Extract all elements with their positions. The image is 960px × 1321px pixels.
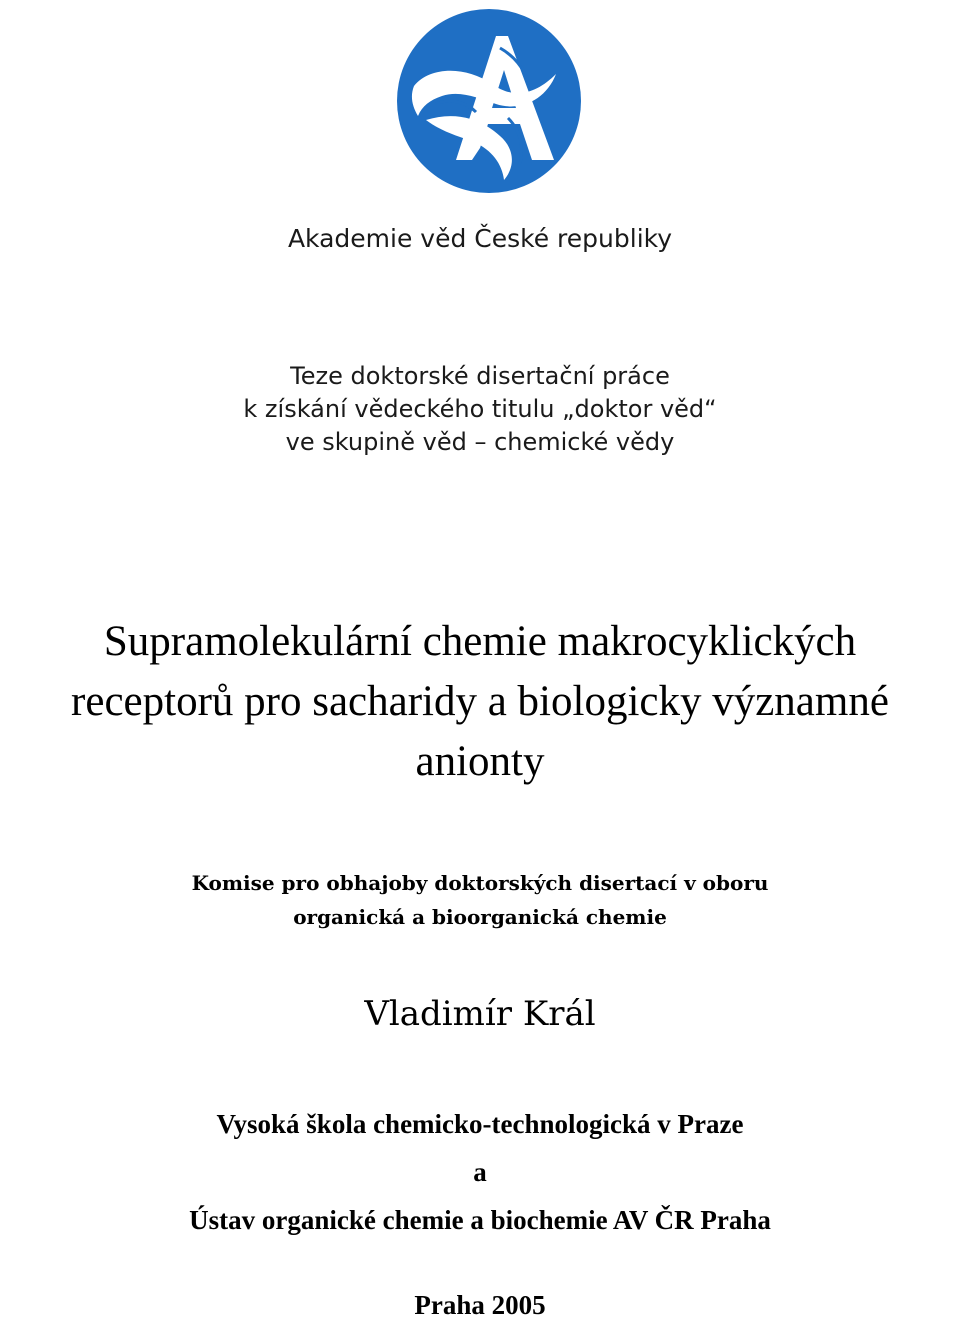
academy-name: Akademie věd České republiky <box>287 224 673 253</box>
institution-line: Vysoká škola chemicko-technologická v Praze <box>216 1109 744 1139</box>
thesis-line: Teze doktorské disertační práce <box>290 362 670 390</box>
institution-line: a <box>473 1157 487 1187</box>
institution-line: Ústav organické chemie a biochemie AV ČR Praha <box>189 1205 771 1235</box>
committee <box>0 866 960 934</box>
committee-line: organická a bioorganická chemie <box>293 905 667 929</box>
author-name: Vladimír Král <box>364 994 596 1034</box>
thesis-title <box>0 612 960 792</box>
title-line: anionty <box>415 738 545 785</box>
committee-line: Komise pro obhajoby doktorských disertací v oboru <box>191 871 769 895</box>
institutions <box>0 1100 960 1244</box>
thesis-line: k získání vědeckého titulu „doktor věd“ <box>243 395 717 423</box>
place-year: Praha 2005 <box>414 1290 546 1320</box>
title-line: Supramolekulární chemie makrocyklických <box>103 618 857 665</box>
thesis-line: ve skupině věd – chemické vědy <box>285 428 675 456</box>
title-line: receptorů pro sacharidy a biologicky významné <box>71 678 889 725</box>
thesis-description <box>0 360 960 459</box>
academy-of-sciences-logo-icon <box>396 8 582 194</box>
